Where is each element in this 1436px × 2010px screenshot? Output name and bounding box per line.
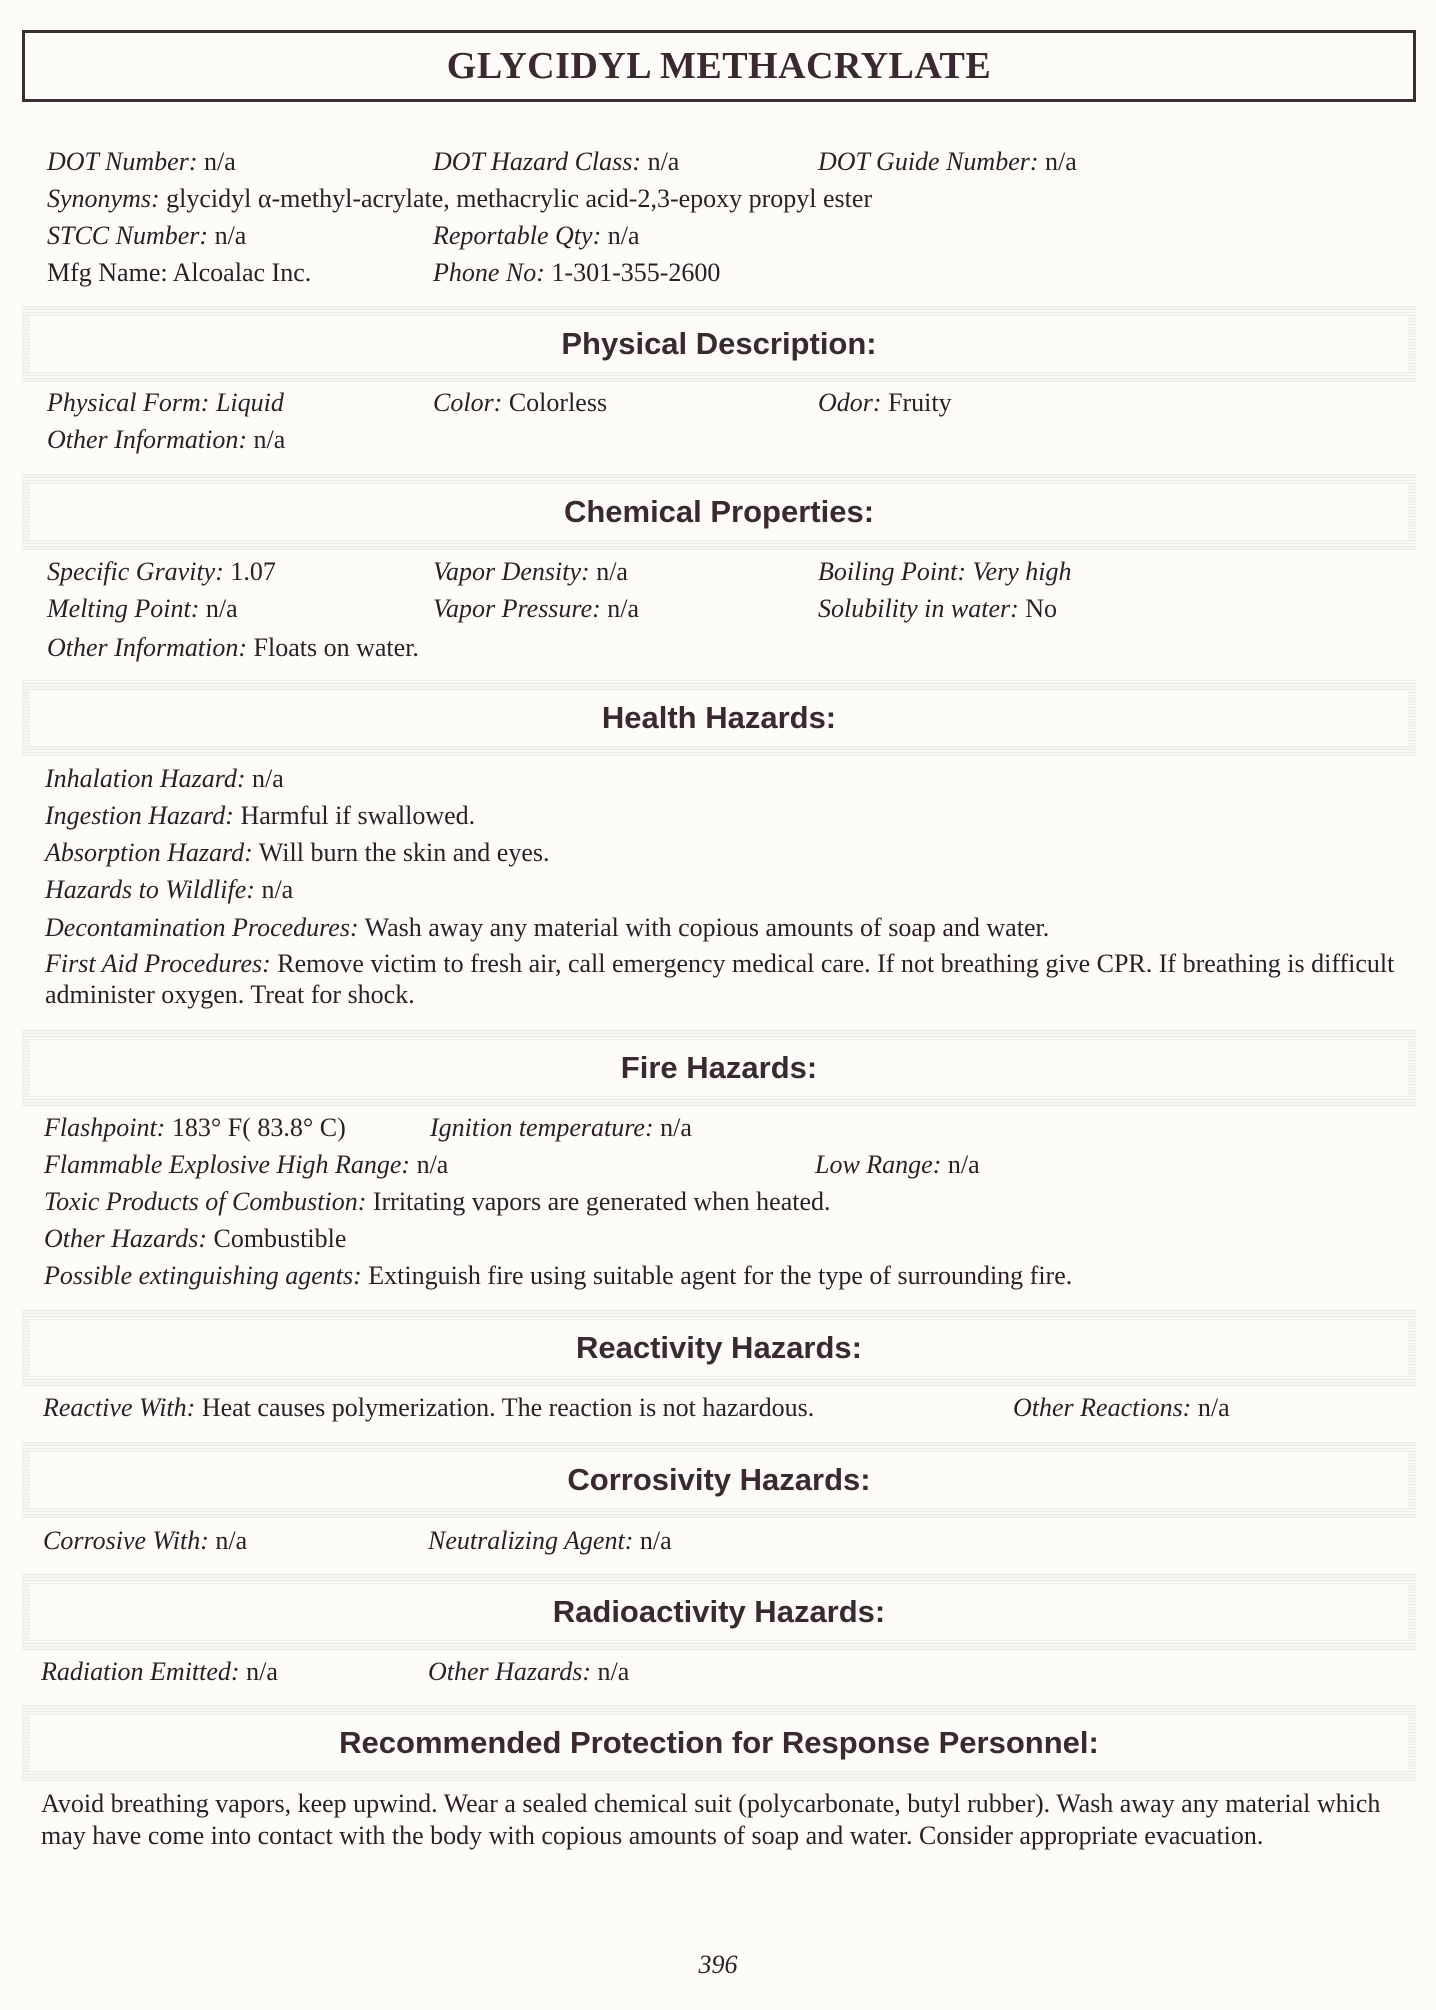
reactive-with-label: Reactive With: bbox=[43, 1393, 196, 1422]
other-hazards-value: n/a bbox=[590, 1657, 630, 1686]
vapor-density-value: n/a bbox=[589, 557, 628, 586]
corrosive-with-value: n/a bbox=[208, 1526, 248, 1555]
reactive-with-value: Heat causes polymerization. The reaction is not hazardous. bbox=[195, 1393, 815, 1422]
synonyms bbox=[47, 182, 872, 216]
first-aid-label: First Aid Procedures: bbox=[45, 949, 271, 978]
first-aid-procedures bbox=[45, 948, 1403, 1010]
dot-guide-number bbox=[818, 145, 1077, 179]
dot-guide-value: n/a bbox=[1038, 147, 1077, 176]
section-heading: Corrosivity Hazards: bbox=[567, 1462, 871, 1497]
radiation-emitted-label: Radiation Emitted: bbox=[41, 1657, 240, 1686]
flammable-high-range bbox=[44, 1148, 448, 1182]
section-heading: Reactivity Hazards: bbox=[575, 1330, 862, 1365]
section-chemical-properties bbox=[22, 474, 1416, 550]
reportable-qty bbox=[433, 219, 640, 253]
section-reactivity-hazards bbox=[22, 1310, 1416, 1386]
other-info-label: Other Information: bbox=[47, 633, 248, 662]
reportable-qty-value: n/a bbox=[601, 221, 640, 250]
absorption-label: Absorption Hazard: bbox=[45, 838, 253, 867]
melting-point-label: Melting Point: bbox=[47, 594, 200, 623]
other-reactions-value: n/a bbox=[1191, 1393, 1230, 1422]
melting-point-value: n/a bbox=[199, 594, 238, 623]
other-hazards-label: Other Hazards: bbox=[428, 1657, 591, 1686]
decontamination-label: Decontamination Procedures: bbox=[45, 913, 359, 942]
section-corrosivity-hazards bbox=[22, 1442, 1416, 1518]
dot-hazard-value: n/a bbox=[641, 147, 680, 176]
synonyms-label: Synonyms: bbox=[47, 184, 160, 213]
inhalation-hazard bbox=[45, 762, 284, 796]
toxic-products-value: Irritating vapors are generated when heated. bbox=[366, 1187, 831, 1216]
decontamination-procedures bbox=[45, 911, 1049, 945]
solubility-value: No bbox=[1018, 594, 1058, 623]
absorption-value: Will burn the skin and eyes. bbox=[252, 838, 550, 867]
section-heading: Recommended Protection for Response Personnel: bbox=[339, 1725, 1099, 1760]
ignition-label: Ignition temperature: bbox=[430, 1113, 654, 1142]
dot-guide-label: DOT Guide Number: bbox=[818, 147, 1039, 176]
corrosive-with bbox=[43, 1524, 247, 1558]
dot-number-label: DOT Number: bbox=[47, 147, 198, 176]
color-value: Colorless bbox=[502, 388, 608, 417]
vapor-pressure-value: n/a bbox=[600, 594, 640, 623]
low-range-label: Low Range: bbox=[815, 1150, 942, 1179]
wildlife-label: Hazards to Wildlife: bbox=[45, 875, 255, 904]
ignition-value: n/a bbox=[653, 1113, 692, 1142]
radiation-emitted-value: n/a bbox=[239, 1657, 278, 1686]
mfg-name: Mfg Name: Alcoalac Inc. bbox=[47, 258, 312, 287]
neutralizing-agent-label: Neutralizing Agent: bbox=[428, 1526, 634, 1555]
other-info-value: n/a bbox=[247, 425, 286, 454]
extinguishing-value: Extinguish fire using suitable agent for the type of surrounding fire. bbox=[361, 1261, 1073, 1290]
stcc-label: STCC Number: bbox=[47, 221, 209, 250]
neutralizing-agent-value: n/a bbox=[633, 1526, 672, 1555]
section-heading: Chemical Properties: bbox=[563, 494, 875, 529]
wildlife-value: n/a bbox=[254, 875, 294, 904]
physical-other-info bbox=[47, 423, 285, 457]
inhalation-value: n/a bbox=[245, 764, 284, 793]
hazards-to-wildlife bbox=[45, 873, 293, 907]
section-fire-hazards bbox=[22, 1030, 1416, 1106]
decontamination-value: Wash away any material with copious amounts of soap and water. bbox=[358, 913, 1050, 942]
specific-gravity-value: 1.07 bbox=[223, 557, 276, 586]
physical-form bbox=[47, 386, 284, 420]
odor-label: Odor: bbox=[818, 388, 882, 417]
other-hazards-label: Other Hazards: bbox=[44, 1224, 207, 1253]
section-heading: Fire Hazards: bbox=[620, 1050, 818, 1085]
first-aid-value: Remove victim to fresh air, call emergency medical care. If not breathing give CPR. If breathing is difficult administer oxygen. Treat for shock. bbox=[45, 949, 1395, 1009]
section-radioactivity-hazards bbox=[22, 1574, 1416, 1650]
flammable-low-range bbox=[815, 1148, 980, 1182]
page-title: GLYCIDYL METHACRYLATE bbox=[446, 45, 992, 87]
phone-number bbox=[433, 256, 720, 290]
toxic-products-label: Toxic Products of Combustion: bbox=[44, 1187, 367, 1216]
color bbox=[433, 386, 607, 420]
solubility-in-water bbox=[818, 592, 1057, 626]
radiation-emitted bbox=[41, 1655, 278, 1689]
section-recommended-protection bbox=[22, 1705, 1416, 1781]
section-heading: Health Hazards: bbox=[601, 700, 837, 735]
melting-point bbox=[47, 592, 238, 626]
flashpoint bbox=[44, 1111, 346, 1145]
specific-gravity-label: Specific Gravity: bbox=[47, 557, 224, 586]
section-heading: Physical Description: bbox=[561, 326, 877, 361]
section-heading: Radioactivity Hazards: bbox=[552, 1594, 886, 1629]
vapor-pressure-label: Vapor Pressure: bbox=[433, 594, 601, 623]
specific-gravity bbox=[47, 555, 276, 589]
title-box bbox=[22, 30, 1416, 102]
extinguishing-agents bbox=[44, 1259, 1072, 1293]
synonyms-value: glycidyl α-methyl-acrylate, methacrylic acid-2,3-epoxy propyl ester bbox=[159, 184, 873, 213]
other-hazards-value: Combustible bbox=[206, 1224, 347, 1253]
absorption-hazard bbox=[45, 836, 549, 870]
protection-text: Avoid breathing vapors, keep upwind. Wear a sealed chemical suit (polycarbonate, butyl rubber). Wash away any material which may have come into contact with the body with copious amounts of soap and water. Consider appropriate evacuation. bbox=[41, 1789, 1381, 1850]
flashpoint-value: 183° F( 83.8° C) bbox=[165, 1113, 346, 1142]
neutralizing-agent bbox=[428, 1524, 672, 1558]
section-health-hazards bbox=[22, 680, 1416, 756]
reportable-qty-label: Reportable Qty: bbox=[433, 221, 602, 250]
boiling-point-label: Boiling Point: Very high bbox=[818, 557, 1072, 586]
color-label: Color: bbox=[433, 388, 503, 417]
stcc-number bbox=[47, 219, 246, 253]
dot-hazard-label: DOT Hazard Class: bbox=[433, 147, 642, 176]
reactive-with bbox=[43, 1391, 814, 1425]
stcc-value: n/a bbox=[208, 221, 247, 250]
dot-hazard-class bbox=[433, 145, 679, 179]
vapor-pressure bbox=[433, 592, 639, 626]
dot-number bbox=[47, 145, 236, 179]
inhalation-label: Inhalation Hazard: bbox=[45, 764, 246, 793]
other-reactions bbox=[1013, 1391, 1230, 1425]
section-physical-description bbox=[22, 306, 1416, 382]
odor bbox=[818, 386, 952, 420]
boiling-point bbox=[818, 555, 1071, 589]
other-info-label: Other Information: bbox=[47, 425, 248, 454]
high-range-value: n/a bbox=[410, 1150, 449, 1179]
low-range-value: n/a bbox=[941, 1150, 980, 1179]
solubility-label: Solubility in water: bbox=[818, 594, 1019, 623]
phone-value: 1-301-355-2600 bbox=[544, 258, 721, 287]
ignition-temperature bbox=[430, 1111, 692, 1145]
flashpoint-label: Flashpoint: bbox=[44, 1113, 166, 1142]
phone-label: Phone No: bbox=[433, 258, 545, 287]
ingestion-label: Ingestion Hazard: bbox=[45, 801, 234, 830]
odor-value: Fruity bbox=[881, 388, 952, 417]
high-range-label: Flammable Explosive High Range: bbox=[44, 1150, 411, 1179]
vapor-density bbox=[433, 555, 628, 589]
other-info-value: Floats on water. bbox=[247, 633, 419, 662]
toxic-products bbox=[44, 1185, 831, 1219]
ingestion-value: Harmful if swallowed. bbox=[233, 801, 476, 830]
extinguishing-label: Possible extinguishing agents: bbox=[44, 1261, 362, 1290]
physical-form-label: Physical Form: Liquid bbox=[47, 388, 284, 417]
radioactivity-other-hazards bbox=[428, 1655, 629, 1689]
chemical-other-info bbox=[47, 631, 419, 665]
vapor-density-label: Vapor Density: bbox=[433, 557, 590, 586]
dot-number-value: n/a bbox=[197, 147, 236, 176]
page-number: 396 bbox=[698, 1950, 738, 1979]
ingestion-hazard bbox=[45, 799, 475, 833]
corrosive-with-label: Corrosive With: bbox=[43, 1526, 209, 1555]
other-reactions-label: Other Reactions: bbox=[1013, 1393, 1192, 1422]
fire-other-hazards bbox=[44, 1222, 346, 1256]
